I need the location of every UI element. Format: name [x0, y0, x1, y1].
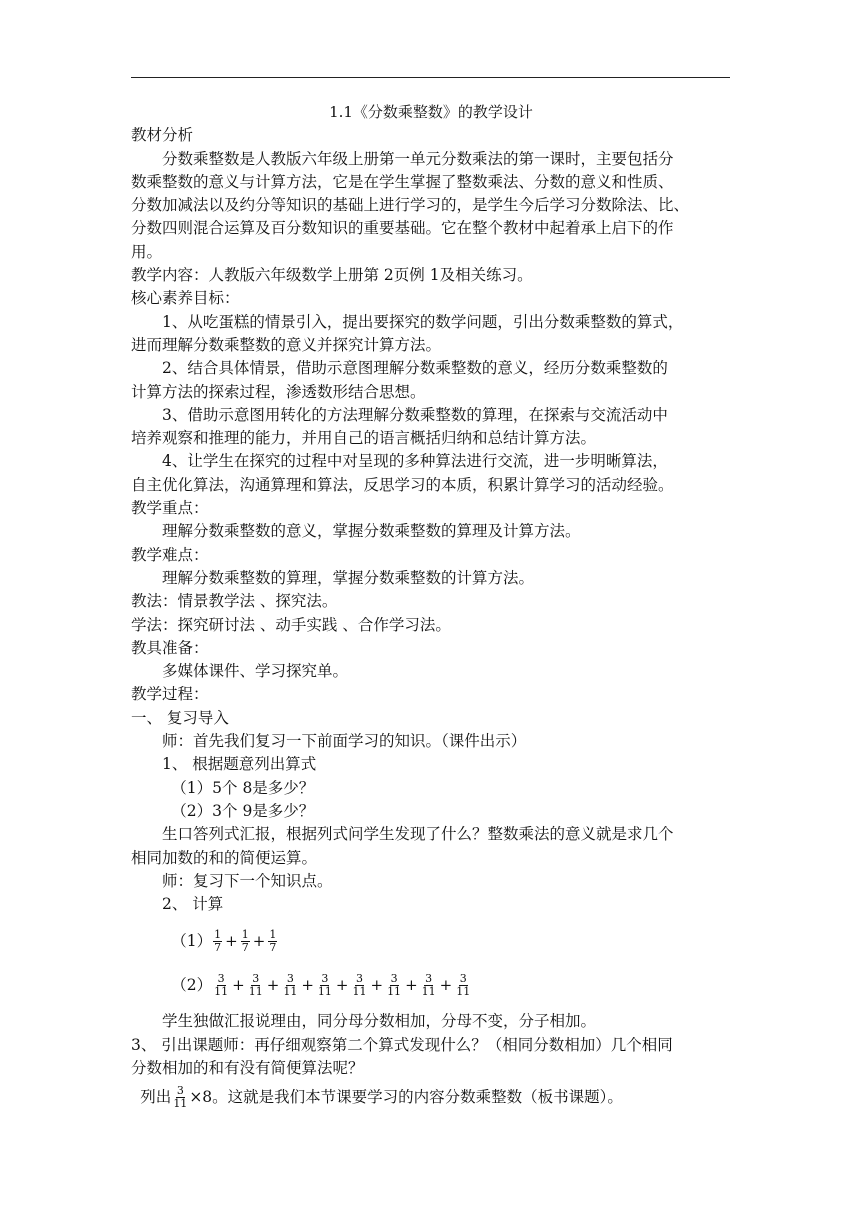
fraction: $\frac{3}{11}$ — [421, 971, 436, 998]
plus-sign: + — [335, 975, 349, 994]
plus-sign: + — [266, 975, 280, 994]
analysis-line: 用。 — [131, 242, 163, 261]
fraction: $\frac{1}{7}$ — [214, 927, 222, 954]
plus-sign: + — [252, 931, 266, 950]
calc-expression-1 — [131, 922, 731, 960]
fraction: $\frac{3}{11}$ — [173, 1083, 188, 1110]
question1-item: （1）5个 8是多少？ — [171, 778, 315, 797]
teaching-method: 教法：情景教学法 、探究法。 — [131, 592, 338, 611]
goal-line: 2、结合具体情景，借助示意图理解分数乘整数的意义，经历分数乘整数的 — [162, 359, 668, 378]
difficulty-heading: 教学难点： — [131, 545, 209, 564]
step1-heading: 一、 复习导入 — [131, 708, 229, 727]
step3-line: 3、 引出课题师：再仔细观察第二个算式发现什么？（相同分数相加）几个相同 — [131, 1035, 673, 1054]
key-points-heading: 教学重点： — [131, 499, 209, 518]
analysis-heading: 教材分析 — [131, 126, 194, 145]
step1-intro: 师：首先我们复习一下前面学习的知识。（课件出示） — [162, 732, 527, 751]
calc-expression-2 — [131, 966, 731, 1004]
goal-line: 4、让学生在探究的过程中对呈现的多种算法进行交流，进一步明晰算法， — [162, 452, 668, 471]
fraction: $\frac{3}{11}$ — [214, 971, 229, 998]
lesson-topic-line — [131, 1080, 731, 1114]
calc1-label: （1） — [171, 931, 213, 950]
report-line: 相同加数的和的简便运算。 — [131, 848, 318, 867]
goal-line: 进而理解分数乘整数的意义并探究计算方法。 — [131, 335, 442, 354]
goal-line: 自主优化算法，沟通算理和算法，反思学习的本质，积累计算学习的活动经验。 — [131, 475, 674, 494]
fraction: $\frac{3}{11}$ — [352, 971, 367, 998]
difficulty-text: 理解分数乘整数的算理，掌握分数乘整数的计算方法。 — [162, 568, 535, 587]
fraction: $\frac{1}{7}$ — [269, 927, 277, 954]
goal-line: 1、从吃蛋糕的情景引入，提出要探究的数学问题，引出分数乘整数的算式， — [162, 312, 684, 331]
header-rule — [131, 77, 730, 78]
goal-line: 3、借助示意图用转化的方法理解分数乘整数的算理，在探索与交流活动中 — [162, 405, 668, 424]
step3-line: 分数相加的和有没有简便算法呢？ — [131, 1058, 364, 1077]
learning-method: 学法：探究研讨法 、动手实践 、合作学习法。 — [131, 615, 451, 634]
document-body — [131, 101, 731, 1114]
question1-item: （2）3个 9是多少？ — [171, 801, 315, 820]
next-point: 师：复习下一个知识点。 — [162, 871, 333, 890]
goal-line: 计算方法的探索过程，渗透数形结合思想。 — [131, 382, 426, 401]
goals-heading: 核心素养目标： — [131, 289, 240, 308]
plus-sign: + — [301, 975, 314, 994]
report-line-2: 学生独做汇报说理由，同分母分数相加，分母不变，分子相加。 — [162, 1012, 597, 1031]
question2-heading: 2、 计算 — [162, 895, 224, 914]
plus-sign: + — [439, 975, 453, 994]
plus-sign: + — [405, 975, 418, 994]
key-points-text: 理解分数乘整数的意义，掌握分数乘整数的算理及计算方法。 — [162, 522, 581, 541]
calc2-label: （2） — [171, 975, 213, 994]
topic-prefix: 列出 — [140, 1087, 172, 1106]
fraction: $\frac{3}{11}$ — [456, 971, 471, 998]
analysis-line: 数乘整数的意义与计算方法，它是在学生掌握了整数乘法、分数的意义和性质、 — [131, 172, 674, 191]
goal-line: 培养观察和推理的能力，并用自己的语言概括归纳和总结计算方法。 — [131, 429, 597, 448]
question1-heading: 1、 根据题意列出算式 — [162, 755, 317, 774]
document-title: 1.1《分数乘整数》的教学设计 — [329, 103, 533, 121]
fraction: $\frac{1}{7}$ — [241, 927, 249, 954]
analysis-line: 分数乘整数是人教版六年级上册第一单元分数乘法的第一课时，主要包括分 — [162, 149, 674, 168]
plus-sign: + — [225, 931, 238, 950]
fraction: $\frac{3}{11}$ — [387, 971, 402, 998]
tools-text: 多媒体课件、学习探究单。 — [162, 662, 349, 681]
topic-suffix: ×8。这就是我们本节课要学习的内容分数乘整数（板书课题）。 — [189, 1087, 623, 1106]
plus-sign: + — [370, 975, 384, 994]
fraction: $\frac{3}{11}$ — [283, 971, 298, 998]
fraction: $\frac{3}{11}$ — [248, 971, 263, 998]
analysis-line: 分数四则混合运算及百分数知识的重要基础。它在整个教材中起着承上启下的作 — [131, 219, 674, 238]
analysis-line: 分数加减法以及约分等知识的基础上进行学习的，是学生今后学习分数除法、比、 — [131, 196, 690, 215]
teaching-content: 教学内容：人教版六年级数学上册第 2页例 1及相关练习。 — [131, 266, 533, 285]
report-line: 生口答列式汇报，根据列式问学生发现了什么？整数乘法的意义就是求几个 — [162, 825, 674, 844]
fraction: $\frac{3}{11}$ — [317, 971, 332, 998]
process-heading: 教学过程： — [131, 685, 209, 704]
tools-heading: 教具准备： — [131, 638, 209, 657]
plus-sign: + — [232, 975, 245, 994]
